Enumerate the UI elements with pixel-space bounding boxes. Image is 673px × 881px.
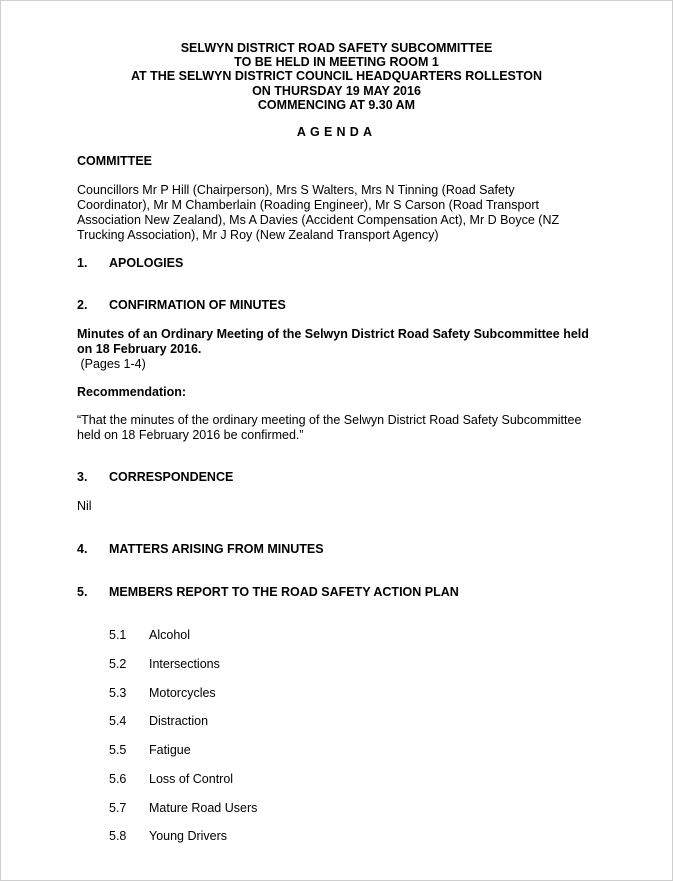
section-3-number: 3. [77, 470, 88, 484]
section-4-title: MATTERS ARISING FROM MINUTES [109, 542, 324, 556]
agenda-title: AGENDA [296, 125, 377, 139]
committee-line-2: Coordinator), Mr M Chamberlain (Roading Engineer), Mr S Carson (Road Transport [77, 198, 539, 212]
section-5-number: 5. [77, 585, 88, 599]
committee-line-3: Association New Zealand), Ms A Davies (Accident Compensation Act), Mr D Boyce (NZ [77, 213, 560, 227]
section-1-title: APOLOGIES [109, 256, 184, 270]
header-line-5: COMMENCING AT 9.30 AM [257, 97, 416, 112]
committee-members [77, 183, 559, 243]
document-header [1, 41, 672, 112]
item-number: 5.5 [109, 743, 127, 757]
item-label: Young Drivers [149, 829, 228, 843]
item-label: Distraction [149, 714, 209, 728]
minutes-title [77, 327, 589, 357]
header-line-3: AT THE SELWYN DISTRICT COUNCIL HEADQUARTERS ROLLESTON [130, 69, 543, 84]
section-2-number: 2. [77, 298, 88, 312]
item-label: Intersections [149, 657, 220, 671]
correspondence-text: Nil [77, 499, 92, 513]
item-label: Mature Road Users [149, 801, 258, 815]
minutes-title-line-2: on 18 February 2016. [77, 342, 202, 356]
item-number: 5.4 [109, 714, 127, 728]
section-1-number: 1. [77, 256, 88, 270]
recommendation-line-1: “That the minutes of the ordinary meeting of the Selwyn District Road Safety Subcommittee [77, 413, 582, 427]
recommendation-text [77, 413, 581, 443]
committee-heading: COMMITTEE [77, 154, 152, 168]
section-5-title: MEMBERS REPORT TO THE ROAD SAFETY ACTION PLAN [109, 585, 459, 599]
recommendation-label: Recommendation: [77, 385, 187, 399]
minutes-pages: (Pages 1-4) [77, 357, 146, 371]
minutes-title-line-1: Minutes of an Ordinary Meeting of the Selwyn District Road Safety Subcommittee held [77, 327, 589, 341]
header-line-1: SELWYN DISTRICT ROAD SAFETY SUBCOMMITTEE [180, 41, 493, 55]
item-number: 5.1 [109, 628, 127, 642]
section-4-number: 4. [77, 542, 88, 556]
item-label: Motorcycles [149, 686, 216, 700]
item-label: Fatigue [149, 743, 191, 757]
item-number: 5.6 [109, 772, 127, 786]
item-label: Alcohol [149, 628, 190, 642]
committee-line-1: Councillors Mr P Hill (Chairperson), Mrs S Walters, Mrs N Tinning (Road Safety [77, 183, 515, 197]
committee-line-4: Trucking Association), Mr J Roy (New Zealand Transport Agency) [77, 228, 439, 242]
section-3-title: CORRESPONDENCE [109, 470, 234, 484]
item-number: 5.7 [109, 801, 127, 815]
section-2-title: CONFIRMATION OF MINUTES [109, 298, 286, 312]
item-number: 5.3 [109, 686, 127, 700]
item-label: Loss of Control [149, 772, 234, 786]
header-line-2: TO BE HELD IN MEETING ROOM 1 [234, 55, 439, 70]
item-number: 5.8 [109, 829, 127, 843]
recommendation-line-2: held on 18 February 2016 be confirmed.” [77, 428, 304, 442]
item-number: 5.2 [109, 657, 127, 671]
header-line-4: ON THURSDAY 19 MAY 2016 [252, 83, 421, 98]
